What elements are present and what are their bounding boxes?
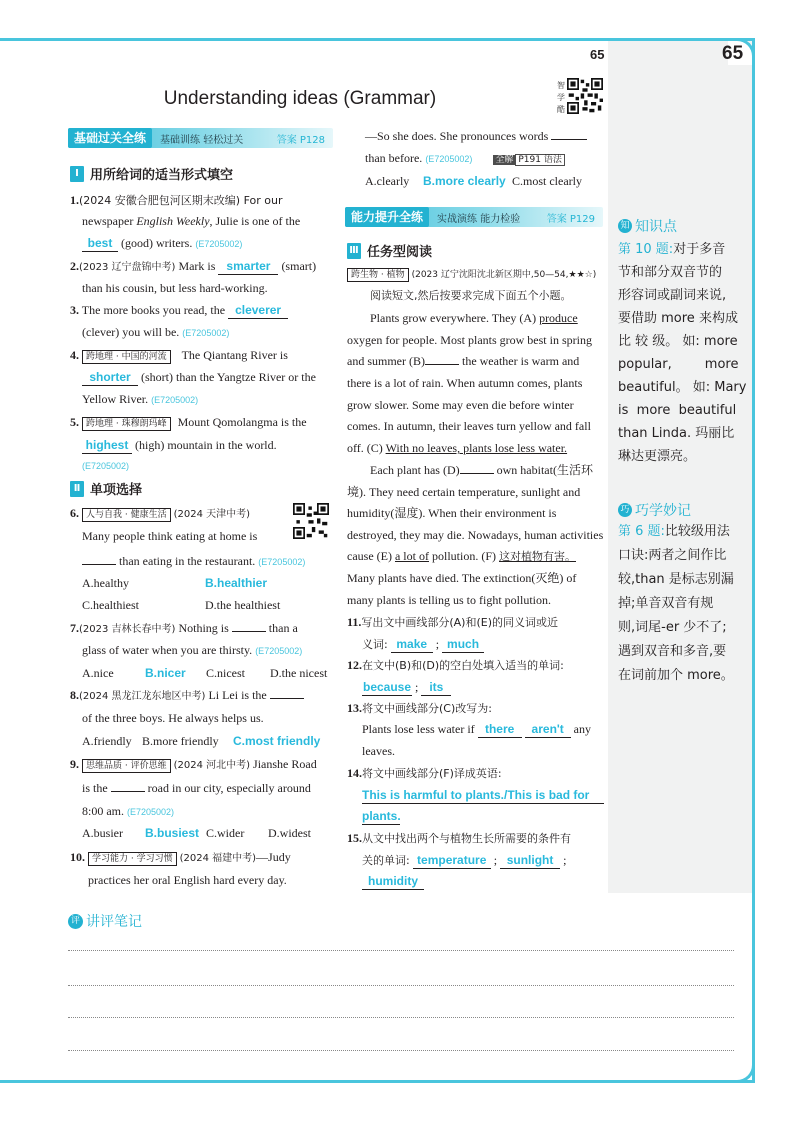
topic-tag: 跨地理 · 中国的河流 — [82, 350, 171, 364]
question-4-line3: Yellow River. (E7205002) — [82, 392, 199, 406]
tip-line: 口诀:两者之间作比 — [618, 548, 727, 563]
roman-one-icon: Ⅰ — [70, 166, 84, 182]
answer-blank[interactable] — [460, 462, 494, 474]
answer-blank[interactable] — [82, 553, 116, 565]
option[interactable]: A.friendly — [82, 734, 132, 748]
reading-source: 跨生物 · 植物 (2023 辽宁沈阳沈北新区期中,50—54,★★☆) — [347, 265, 596, 283]
passage-line: there is a lot of rain. When autumn comes, plants — [347, 376, 583, 390]
knowledge-point-heading: 知 知识点 — [618, 216, 677, 236]
answer-blank[interactable] — [425, 353, 459, 365]
question-6: 6. 人与自我 · 健康生活 (2024 天津中考) — [70, 506, 251, 520]
knowledge-line: 节和部分双音节的 — [618, 265, 723, 280]
question-14: 14.将文中画线部分(F)译成英语: — [347, 766, 502, 780]
option[interactable]: C.nicest — [206, 666, 245, 680]
part-heading-choice: Ⅱ 单项选择 — [70, 479, 142, 498]
memory-tip-heading: 巧 巧学妙记 — [618, 500, 691, 520]
option-correct[interactable]: C.most friendly — [233, 734, 321, 748]
passage-line: off. (C) With no leaves, plants lose less water. — [347, 441, 568, 455]
question-7-line2: glass of water when you are thirsty. (E7205002) — [82, 643, 303, 657]
option[interactable]: C.most clearly — [512, 174, 582, 188]
knowledge-line: is more beautiful — [618, 403, 737, 418]
question-5: 5. 跨地理 · 珠穆朗玛峰 Mount Qomolangma is the — [70, 415, 307, 429]
question-15-line2: 关的单词: temperature ; sunlight ; — [362, 853, 567, 867]
question-6-line3: than eating in the restaurant. (E7205002) — [82, 553, 305, 570]
answer-blank[interactable] — [232, 620, 266, 632]
knowledge-line: than Linda. 玛丽比 — [618, 426, 735, 441]
passage-line: oxygen for people. Most plants grow best in spring — [347, 333, 592, 347]
question-1: 1.(2024 安徽合肥包河区期末改编) For our — [70, 193, 283, 207]
tip-line: 较,than 是标志别漏 — [618, 572, 734, 587]
topic-tag: 跨地理 · 珠穆朗玛峰 — [82, 417, 171, 431]
knowledge-line: 比 较 级。 如: more — [618, 334, 738, 349]
reading-instruction: 阅读短文,然后按要求完成下面五个小题。 — [370, 289, 572, 302]
question-10-line4: than before. (E7205002) 全解 P191 语法 — [365, 150, 565, 167]
page-number: 65 — [722, 43, 744, 64]
answer-blank[interactable]: sunlight — [500, 852, 560, 869]
question-7: 7.(2023 吉林长春中考) Nothing is than a — [70, 621, 298, 635]
question-11: 11.写出文中画线部分(A)和(E)的同义词或近 — [347, 615, 558, 629]
note-line[interactable] — [68, 1050, 734, 1051]
answer-page-ref[interactable]: 答案 P129 — [546, 213, 595, 225]
question-6-line2: Many people think eating at home is — [82, 529, 258, 543]
answer-blank[interactable]: plants. — [362, 809, 401, 823]
topic-tag: 学习能力 · 学习习惯 — [88, 852, 177, 866]
passage-line: comes. In autumn, their leaves turn yellow and fall — [347, 419, 591, 433]
question-2-line2: than his cousin, but less hard-working. — [82, 281, 268, 295]
section-title: 能力提升全练 — [345, 207, 429, 227]
question-1-line2: newspaper English Weekly, Julie is one of the — [82, 214, 301, 228]
answer-blank[interactable]: there — [478, 721, 522, 738]
option[interactable]: A.nice — [82, 666, 114, 680]
question-10: 10. 学习能力 · 学习习惯 (2024 福建中考)—Judy — [70, 850, 291, 864]
passage-line: grow slower. Some may even die before winter — [347, 398, 574, 412]
knowledge-line: 要借助 more 来构成 — [618, 311, 738, 326]
option[interactable]: D.the healthiest — [205, 598, 281, 612]
answer-blank[interactable]: much — [442, 636, 484, 653]
passage-line: destroyed, they may die. Nowadays, human activities — [347, 528, 604, 542]
answer-blank[interactable]: humidity — [362, 873, 424, 890]
question-5-line3: (E7205002) — [82, 461, 130, 471]
knowledge-line: popular, more — [618, 357, 739, 372]
question-1-line3: best (good) writers. (E7205002) — [82, 235, 242, 252]
note-line[interactable] — [68, 950, 734, 951]
option-correct[interactable]: B.nicer — [145, 666, 186, 680]
question-12: 12.在文中(B)和(D)的空白处填入适当的单词: — [347, 658, 564, 672]
answer-blank[interactable]: temperature — [413, 852, 491, 869]
question-9-line2: is the road in our city, especially around — [82, 781, 311, 795]
passage-line: and summer (B) the weather is warm and — [347, 354, 580, 368]
frame-bottom-border — [0, 1080, 755, 1083]
question-10-line2: practices her oral English hard every day. — [88, 873, 287, 887]
answer-blank[interactable]: shorter — [82, 369, 138, 386]
option[interactable]: D.the nicest — [270, 666, 328, 680]
topic-tag: 思维品质 · 评价思维 — [82, 759, 171, 773]
knowledge-line: beautiful。 如: Mary — [618, 380, 747, 395]
answer-blank[interactable]: cleverer — [228, 302, 288, 319]
part-heading-fill: Ⅰ 用所给词的适当形式填空 — [70, 164, 233, 183]
qr-code-icon[interactable] — [567, 78, 603, 114]
passage-line: 境). They need certain temperature, sunlight and — [347, 485, 581, 499]
answer-blank[interactable]: its — [421, 679, 451, 696]
answer-blank[interactable]: smarter — [218, 258, 278, 275]
passage-line: Plants grow everywhere. They (A) produce — [370, 311, 578, 325]
roman-three-icon: Ⅲ — [347, 243, 361, 259]
passage-line: Each plant has (D) own habitat(生活环 — [370, 463, 593, 477]
section-subtitle: 实战演练 能力检验 — [437, 213, 521, 225]
tip-line: 遇到双音和多音,要 — [618, 644, 727, 659]
question-4: 4. 跨地理 · 中国的河流 The Qiantang River is — [70, 348, 288, 362]
question-9-line3: 8:00 am. (E7205002) — [82, 804, 175, 818]
answer-blank[interactable]: best — [82, 235, 118, 252]
frame-top-border — [0, 38, 755, 41]
answer-blank[interactable] — [270, 687, 304, 699]
section-header-advanced — [345, 207, 603, 227]
question-3-line2: (clever) you will be. (E7205002) — [82, 325, 230, 339]
tip-line: 第 6 题:比较级用法 — [618, 524, 730, 539]
answer-blank[interactable]: aren't — [525, 721, 571, 738]
notes-heading: 评 讲评笔记 — [68, 911, 142, 931]
qr-code-icon[interactable] — [293, 503, 329, 539]
page-title: Understanding ideas (Grammar) — [163, 88, 437, 109]
answer-page-ref[interactable]: 答案 P128 — [276, 134, 325, 146]
question-13: 13.将文中画线部分(C)改写为: — [347, 701, 492, 715]
question-9: 9. 思维品质 · 评价思维 (2024 河北中考) Jianshe Road — [70, 757, 317, 771]
topic-tag: 跨生物 · 植物 — [347, 268, 409, 282]
knowledge-line: 琳达更漂亮。 — [618, 449, 697, 464]
question-4-line2: shorter (short) than the Yangtze River or the — [82, 369, 316, 386]
full-solution-ref[interactable]: 全解 P191 语法 — [493, 154, 564, 166]
question-8-line2: of the three boys. He always helps us. — [82, 711, 264, 725]
roman-two-icon: Ⅱ — [70, 481, 84, 497]
tip-icon: 巧 — [618, 503, 632, 517]
question-8: 8.(2024 黑龙江龙东地区中考) Li Lei is the — [70, 687, 304, 705]
option[interactable]: D.widest — [268, 826, 311, 840]
option-correct[interactable]: B.healthier — [205, 576, 268, 590]
option-correct[interactable]: B.more clearly — [423, 174, 506, 188]
question-12-line2: because ; its — [362, 679, 451, 696]
section-header-basic — [68, 128, 333, 148]
question-10-line3: —So she does. She pronounces words — [365, 128, 587, 144]
tip-line: 则,词尾-er 少不了; — [618, 620, 727, 635]
answer-blank[interactable] — [111, 780, 145, 792]
answer-blank[interactable] — [551, 128, 587, 140]
option[interactable]: A.clearly — [365, 174, 410, 188]
part-heading-reading: Ⅲ 任务型阅读 — [347, 241, 432, 260]
page-number-small: 65 — [590, 47, 605, 62]
question-13-line2: Plants lose less water if there aren't any — [362, 722, 591, 736]
question-5-line2: highest (high) mountain in the world. — [82, 437, 277, 454]
answer-blank[interactable]: because — [362, 680, 412, 694]
question-2: 2.(2023 辽宁盘锦中考) Mark is smarter (smart) — [70, 259, 317, 273]
question-15-line3 — [362, 873, 424, 890]
tip-line: 在词前加个 more。 — [618, 668, 734, 683]
knowledge-line: 第 10 题:对于多音 — [618, 242, 726, 257]
answer-blank[interactable]: This is harmful to plants./This is bad for — [362, 787, 604, 804]
tip-line: 掉;单音双音有规 — [618, 596, 714, 611]
knowledge-icon: 知 — [618, 219, 632, 233]
question-13-line3: leaves. — [362, 744, 395, 758]
note-line[interactable] — [68, 1017, 734, 1018]
passage-line: cause (E) a lot of pollution. (F) 这对植物有害。 — [347, 549, 576, 563]
knowledge-line: 形容词或副词来说, — [618, 288, 727, 303]
option[interactable]: B.more friendly — [142, 734, 219, 748]
topic-tag: 人与自我 · 健康生活 — [82, 508, 171, 522]
note-line[interactable] — [68, 985, 734, 986]
question-11-line2: 义词: make ; much — [362, 636, 484, 653]
option[interactable]: A.healthy — [82, 576, 129, 590]
option[interactable]: C.wider — [206, 826, 245, 840]
passage-line: humidity(湿度). When their environment is — [347, 506, 557, 520]
option-correct[interactable]: B.busiest — [145, 826, 200, 840]
passage-line: Many plants have died. The extinction(灭绝) of — [347, 571, 577, 585]
option[interactable]: C.healthiest — [82, 598, 139, 612]
passage-line: many plants is telling us to fight pollution. — [347, 593, 551, 607]
frame-right-border — [752, 38, 755, 1083]
answer-blank[interactable]: make — [391, 636, 433, 653]
review-icon: 评 — [68, 914, 83, 929]
question-15: 15.从文中找出两个与植物生长所需要的条件有 — [347, 831, 571, 845]
option[interactable]: A.busier — [82, 826, 123, 840]
section-title: 基础过关全练 — [68, 128, 152, 148]
section-subtitle: 基础训练 轻松过关 — [160, 134, 244, 146]
qr-label: 智学酷 — [557, 81, 565, 114]
answer-blank[interactable]: highest — [82, 437, 132, 454]
question-3: 3. The more books you read, the cleverer — [70, 302, 288, 319]
